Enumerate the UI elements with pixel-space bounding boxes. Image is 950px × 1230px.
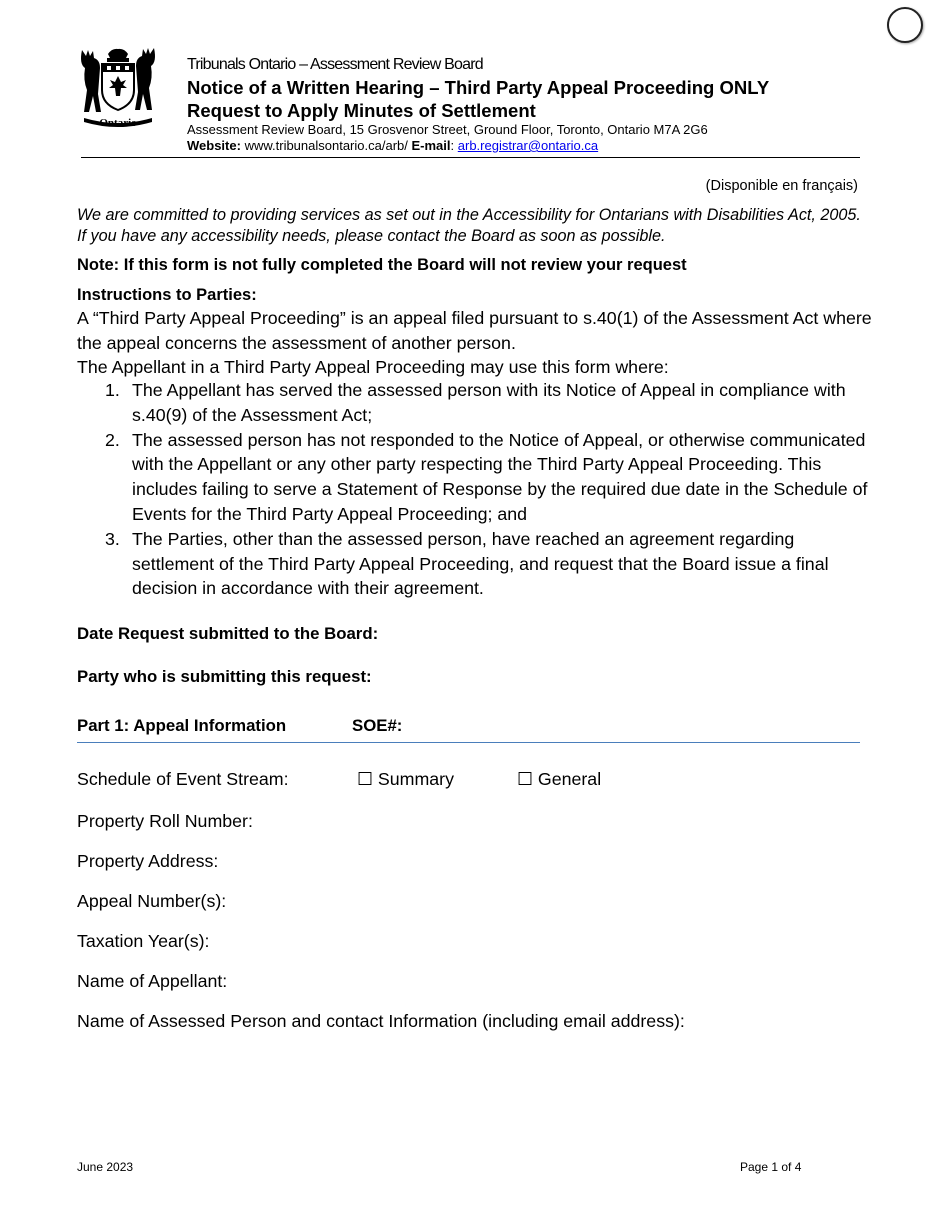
soe-number-label: SOE#:: [352, 716, 403, 735]
email-label: E-mail: [411, 138, 451, 153]
general-checkbox[interactable]: ☐ General: [517, 769, 602, 789]
date-submitted-label: Date Request submitted to the Board:: [77, 624, 379, 643]
party-submitting-label: Party who is submitting this request:: [77, 667, 372, 686]
page-marker-circle: [887, 7, 923, 43]
part1-title: Part 1: Appeal Information: [77, 716, 287, 735]
instructions-paragraph-1: A “Third Party Appeal Proceeding” is an appeal filed pursuant to s.40(1) of the Assessment Act where the appeal concerns the assessment of another person.: [77, 308, 872, 353]
email-separator: :: [450, 138, 455, 153]
completion-note: Note: If this form is not fully completed the Board will not review your request: [77, 256, 687, 274]
list-item-number: 3.: [105, 528, 120, 549]
list-item-number: 2.: [105, 429, 120, 450]
accessibility-statement: We are committed to providing services as set out in the Accessibility for Ontarians with Disabilities Act, 2005. If you have any accessibility needs, please contact the Board as soon as possible.: [77, 206, 861, 245]
organization-name: Tribunals Ontario – Assessment Review Board: [187, 56, 483, 73]
list-item-text: The assessed person has not responded to the Notice of Appeal, or otherwise communicated with the Appellant or any other party respecting the Third Party Appeal Proceeding. This includes failing to serve a Statement of Response by the required due date in the Schedule of Events for the Third Party Appeal Proceeding; and: [132, 429, 868, 524]
property-roll-number-label: Property Roll Number:: [77, 811, 253, 831]
logo-caption: Ontario: [99, 117, 137, 129]
header-divider: [81, 157, 860, 158]
list-item-text: The Appellant has served the assessed person with its Notice of Appeal in compliance with s.40(9) of the Assessment Act;: [132, 380, 846, 425]
footer-page-number: Page 1 of 4: [740, 1160, 802, 1174]
summary-checkbox[interactable]: ☐ Summary: [357, 769, 454, 789]
website-label: Website:: [187, 138, 241, 153]
title-line-1: Notice of a Written Hearing – Third Party Appeal Proceeding ONLY: [187, 77, 770, 98]
appeal-numbers-label: Appeal Number(s):: [77, 891, 227, 911]
title-line-2: Request to Apply Minutes of Settlement: [187, 100, 536, 121]
french-availability-note: (Disponible en français): [705, 178, 858, 194]
list-item: [100, 428, 870, 527]
list-item-number: 1.: [105, 380, 120, 400]
list-item: [100, 527, 870, 601]
conditions-list: [100, 378, 870, 601]
footer-date: June 2023: [77, 1160, 134, 1174]
list-item: [100, 378, 870, 428]
taxation-years-label: Taxation Year(s):: [77, 931, 210, 951]
board-address: Assessment Review Board, 15 Grosvenor Street, Ground Floor, Toronto, Ontario M7A 2G6: [187, 122, 708, 137]
part1-divider: [77, 742, 860, 743]
list-item-text: The Parties, other than the assessed person, have reached an agreement regarding settlement of the Third Party Appeal Proceeding, and request that the Board issue a final decision in accordance with their agreement.: [132, 528, 829, 599]
website-url: www.tribunalsontario.ca/arb/: [244, 138, 408, 153]
email-link[interactable]: arb.registrar@ontario.ca: [457, 138, 599, 153]
document-title: [187, 76, 769, 122]
contact-line: [187, 138, 598, 153]
assessed-person-label: Name of Assessed Person and contact Information (including email address):: [77, 1011, 685, 1031]
property-address-label: Property Address:: [77, 851, 219, 871]
appellant-name-label: Name of Appellant:: [77, 971, 228, 991]
instructions-heading: Instructions to Parties:: [77, 286, 257, 304]
schedule-stream-label: Schedule of Event Stream:: [77, 769, 289, 789]
instructions-paragraph-2: The Appellant in a Third Party Appeal Proceeding may use this form where:: [77, 357, 669, 377]
